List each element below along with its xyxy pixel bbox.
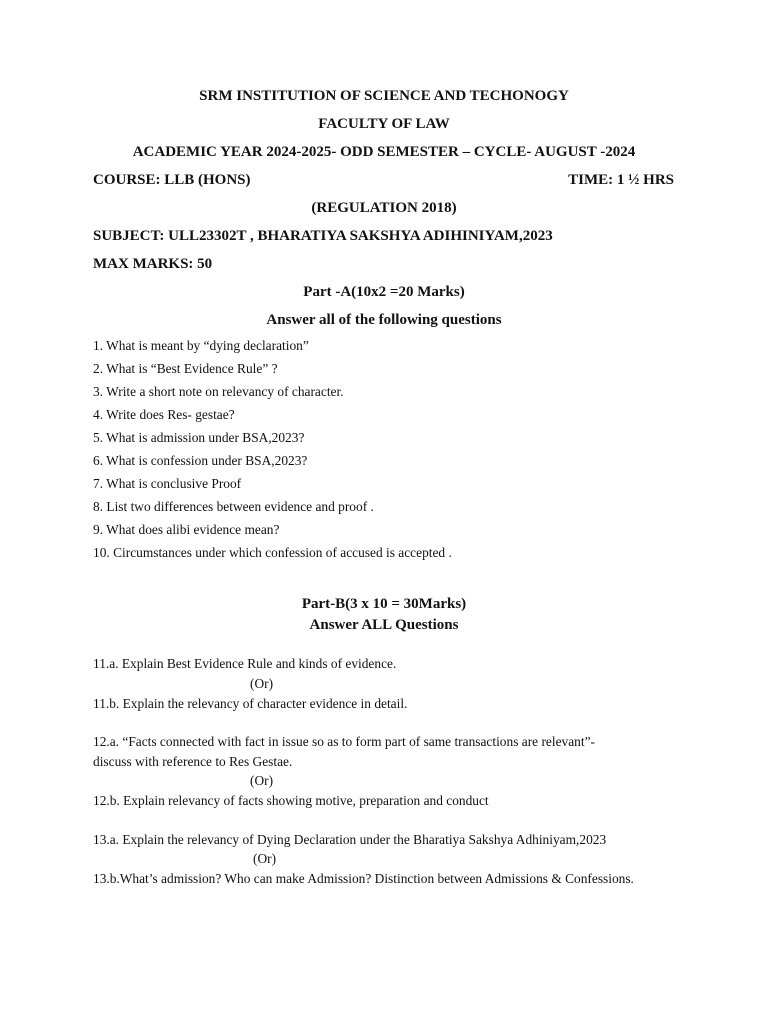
question-12b: 12.b. Explain relevancy of facts showing motive, preparation and conduct [93,793,489,808]
question-13b: 13.b.What’s admission? Who can make Admission? Distinction between Admissions & Confessions. [93,871,634,886]
part-b-instruction: Answer ALL Questions [309,617,459,633]
institution-name: SRM INSTITUTION OF SCIENCE AND TECHONOGY [199,88,569,104]
question-2: 2. What is “Best Evidence Rule” ? [93,361,278,376]
question-5: 5. What is admission under BSA,2023? [93,430,305,445]
question-10: 10. Circumstances under which confession of accused is accepted . [93,545,452,560]
question-4: 4. Write does Res- gestae? [93,407,235,422]
time-label: TIME: 1 ½ HRS [568,172,674,188]
or-separator-13: (Or) [253,851,277,866]
or-separator-12: (Or) [250,773,274,788]
question-8: 8. List two differences between evidence and proof . [93,499,374,514]
question-6: 6. What is confession under BSA,2023? [93,453,308,468]
faculty-name: FACULTY OF LAW [318,116,450,132]
question-1: 1. What is meant by “dying declaration” [93,338,309,353]
part-b-title: Part-B(3 x 10 = 30Marks) [301,596,467,612]
question-12a-line-2: discuss with reference to Res Gestae. [93,754,293,769]
question-11b: 11.b. Explain the relevancy of character evidence in detail. [93,696,408,711]
subject-label: SUBJECT: ULL23302T , BHARATIYA SAKSHYA ADIHINIYAM,2023 [93,228,553,244]
course-label: COURSE: LLB (HONS) [93,172,251,188]
regulation-label: (REGULATION 2018) [311,200,457,216]
or-separator-11: (Or) [250,676,274,691]
part-a-instruction: Answer all of the following questions [266,312,502,328]
max-marks-label: MAX MARKS: 50 [93,256,213,272]
question-9: 9. What does alibi evidence mean? [93,522,280,537]
question-13a: 13.a. Explain the relevancy of Dying Declaration under the Bharatiya Sakshya Adhiniyam,2023 [93,832,607,847]
question-12a-line-1: 12.a. “Facts connected with fact in issue so as to form part of same transactions are relevant”- [93,734,595,749]
question-11a: 11.a. Explain Best Evidence Rule and kinds of evidence. [93,656,397,671]
part-a-title: Part -A(10x2 =20 Marks) [303,284,465,300]
question-3: 3. Write a short note on relevancy of character. [93,384,344,399]
academic-year: ACADEMIC YEAR 2024-2025- ODD SEMESTER – CYCLE- AUGUST -2024 [132,144,636,160]
question-7: 7. What is conclusive Proof [93,476,242,491]
